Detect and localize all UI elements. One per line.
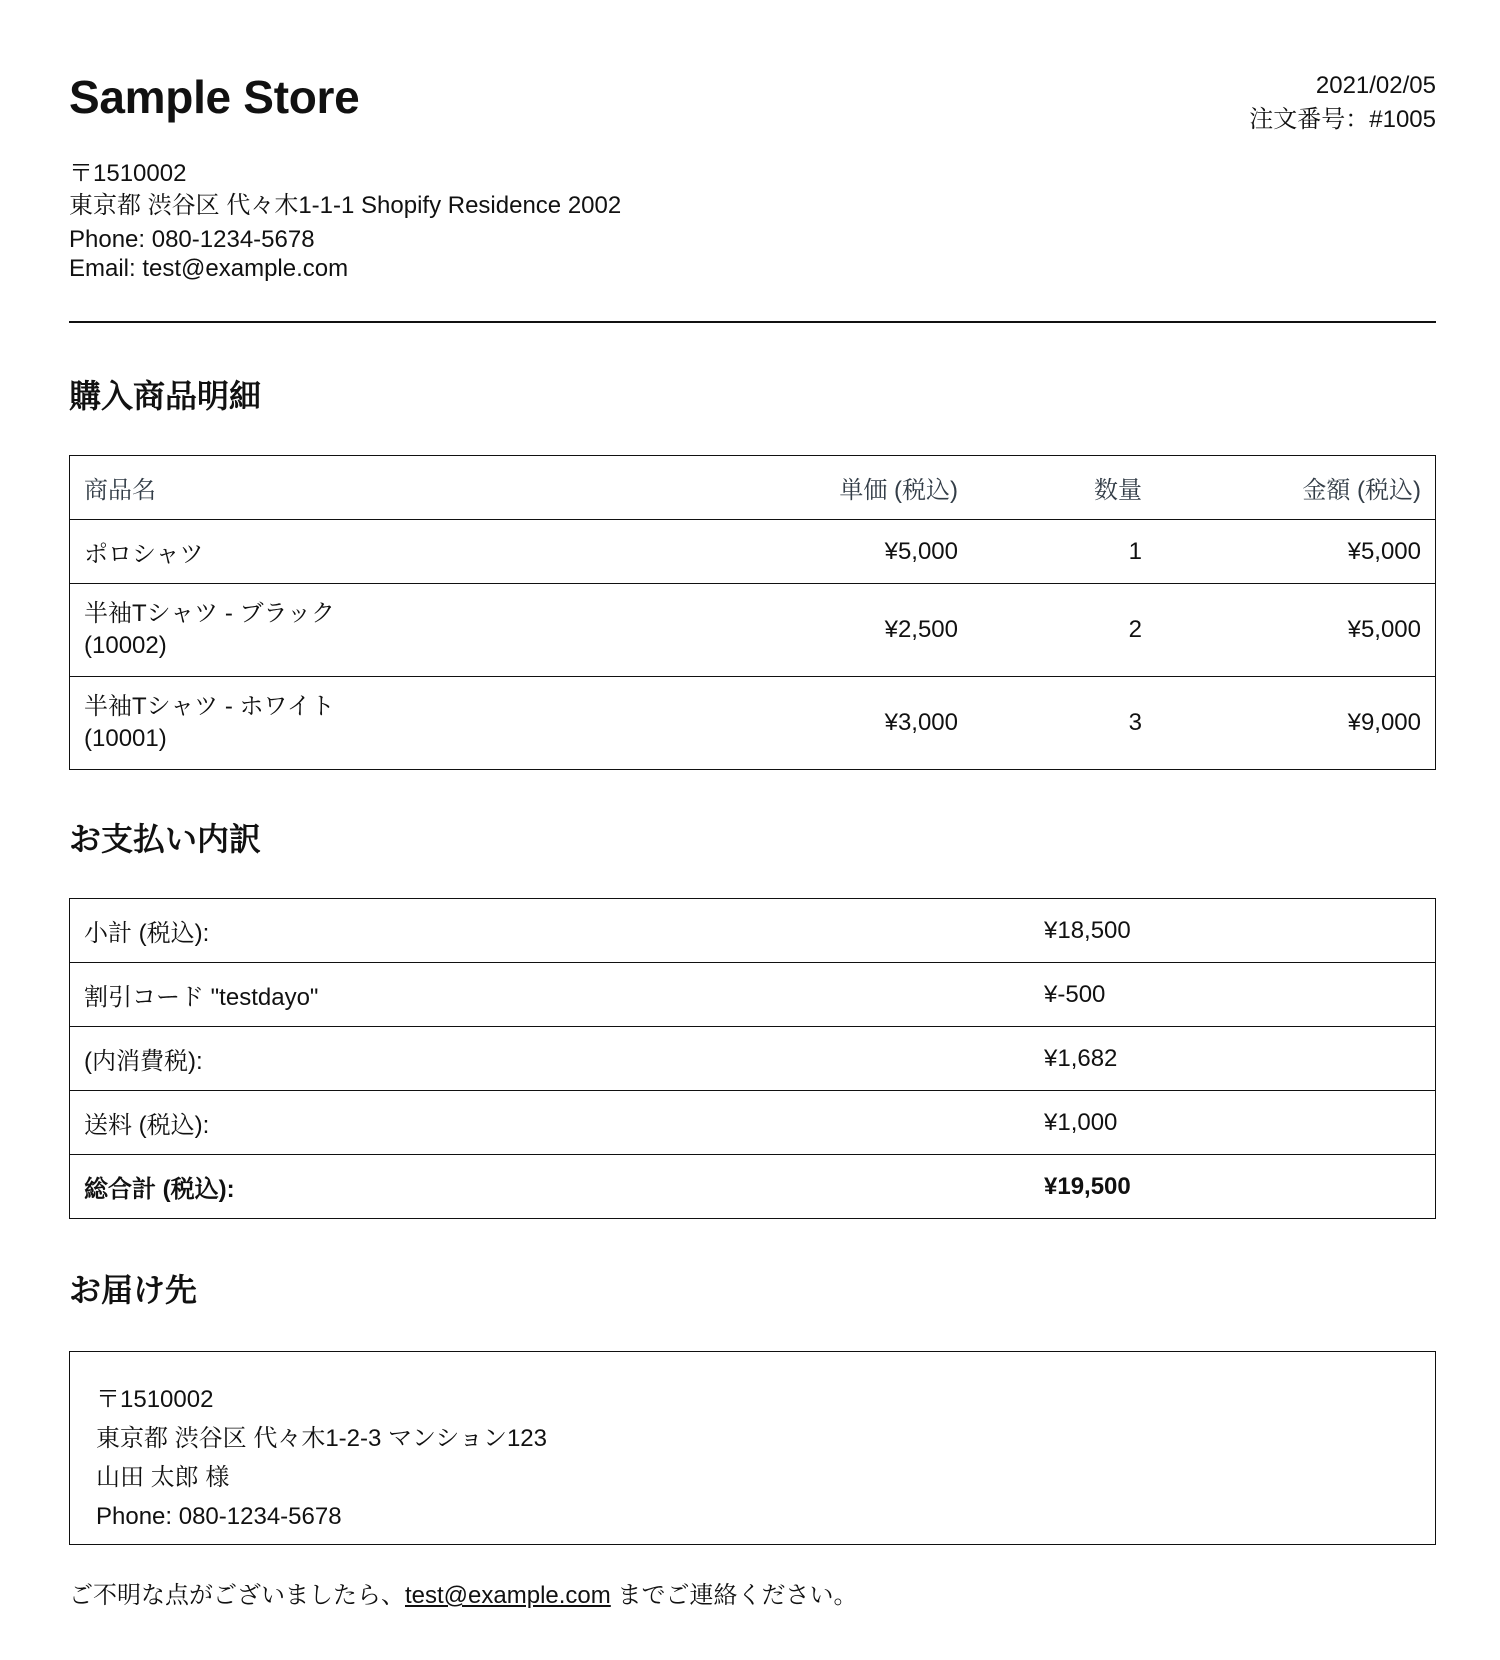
table-row [70,899,1436,963]
table-row [70,1027,1436,1091]
invoice-page [69,60,1436,1610]
items-table-header [70,456,1436,520]
grand-total-row [70,1155,1436,1219]
store-postal: 〒1510002 [69,160,187,187]
shipping-address-box [69,1351,1436,1545]
payment-label: 小計 (税込): [70,899,1031,963]
grand-total-value: ¥19,500 [1030,1155,1436,1219]
table-row [70,1091,1436,1155]
order-date: 2021/02/05 [1315,72,1436,99]
contact-note [69,1575,1436,1610]
store-name: Sample Store [69,71,360,123]
recipient-name: 山田 太郎 様 [96,1464,230,1491]
unit-price: ¥5,000 [768,520,972,584]
shipping-section-title: お届け先 [69,1272,198,1308]
unit-price: ¥2,500 [768,584,972,677]
table-row [70,963,1436,1027]
product-name [70,584,769,677]
product-sku: (10001) [84,725,167,752]
table-row [70,584,1436,677]
payment-label: 送料 (税込): [70,1091,1031,1155]
header-amount: 金額 (税込) [1156,456,1436,520]
product-name [70,520,769,584]
header-unit-price: 単価 (税込) [768,456,972,520]
amount: ¥9,000 [1156,677,1436,770]
contact-note-before: ご不明な点がございましたら、 [69,1582,405,1609]
product-title: ポロシャツ [84,541,204,568]
unit-price: ¥3,000 [768,677,972,770]
payment-label: 割引コード "testdayo" [70,963,1031,1027]
store-address-block [69,158,1436,283]
product-title: 半袖Tシャツ - ホワイト [84,693,335,720]
product-sku: (10002) [84,632,167,659]
quantity: 1 [972,520,1156,584]
invoice-header [69,60,1436,170]
product-name [70,677,769,770]
payment-value: ¥1,682 [1030,1027,1436,1091]
amount: ¥5,000 [1156,584,1436,677]
grand-total-label: 総合計 (税込): [70,1155,1031,1219]
shipping-section [69,1265,1436,1545]
payment-section [69,814,1436,1219]
table-row [70,677,1436,770]
quantity: 2 [972,584,1156,677]
payment-table [69,898,1436,1219]
payment-value: ¥1,000 [1030,1091,1436,1155]
shipping-address: 東京都 渋谷区 代々木1-2-3 マンション123 [96,1425,547,1452]
payment-section-title: お支払い内訳 [69,821,262,857]
payment-label: (内消費税): [70,1027,1031,1091]
product-title: 半袖Tシャツ - ブラック [84,600,336,627]
header-divider [69,321,1436,323]
items-table [69,455,1436,770]
header-quantity: 数量 [972,456,1156,520]
recipient-phone: Phone: 080-1234-5678 [96,1503,342,1530]
quantity: 3 [972,677,1156,770]
order-meta [1249,69,1436,137]
order-number: 注文番号：#1005 [1249,106,1436,133]
store-phone: Phone: 080-1234-5678 [69,226,315,253]
payment-value: ¥18,500 [1030,899,1436,963]
contact-email-link[interactable]: test@example.com [405,1582,611,1609]
items-section-title: 購入商品明細 [69,378,262,414]
table-row [70,520,1436,584]
contact-note-after: までご連絡ください。 [610,1582,858,1609]
payment-value: ¥-500 [1030,963,1436,1027]
items-section [69,371,1436,770]
store-address: 東京都 渋谷区 代々木1-1-1 Shopify Residence 2002 [69,192,622,219]
shipping-postal: 〒1510002 [96,1386,214,1413]
amount: ¥5,000 [1156,520,1436,584]
store-email: Email: test@example.com [69,255,349,282]
header-product-name: 商品名 [70,456,769,520]
